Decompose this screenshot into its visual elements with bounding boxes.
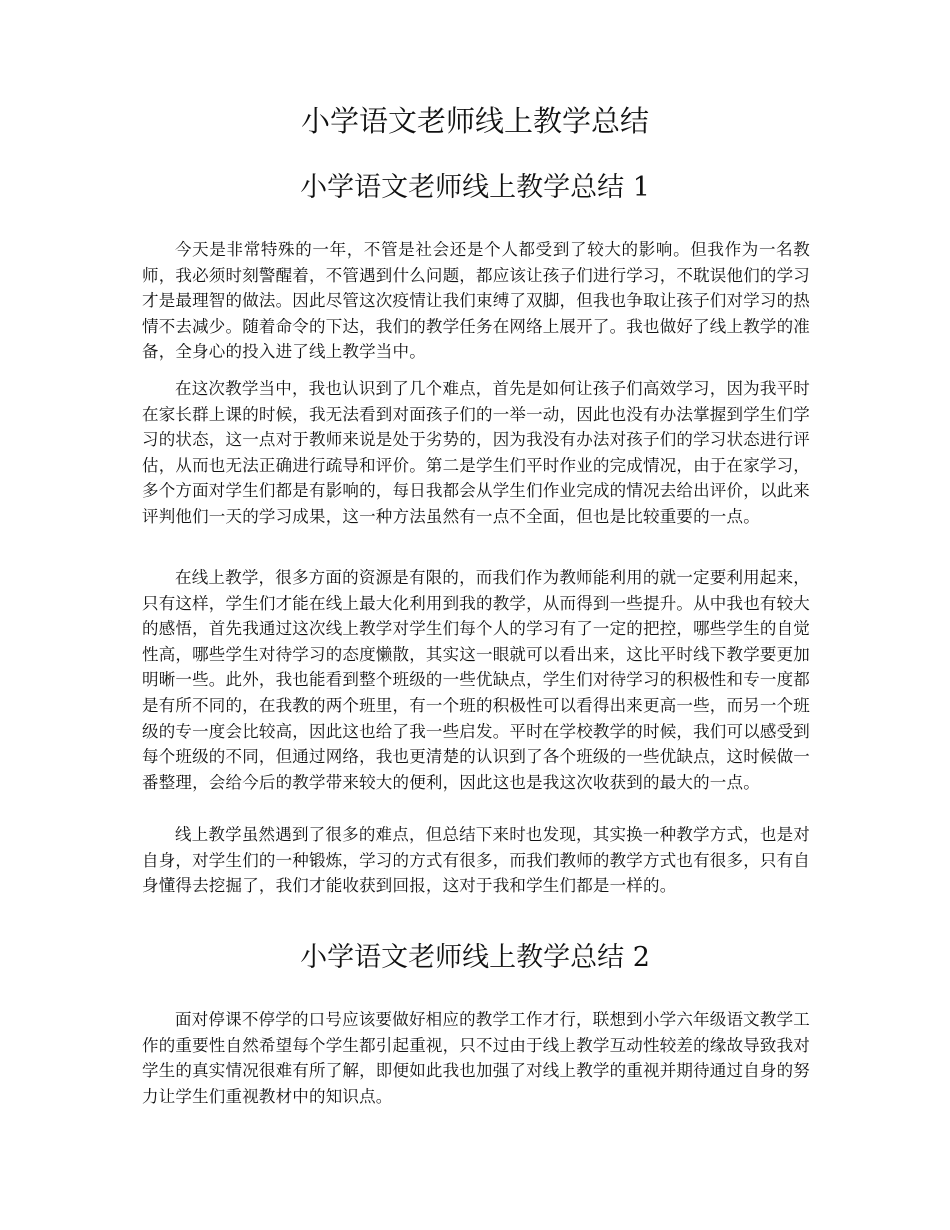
- section-1-paragraph-1: 今天是非常特殊的一年，不管是社会还是个人都受到了较大的影响。但我作为一名教师，我必须时刻警醒着，不管遇到什么问题，都应该让孩子们进行学习，不耽误他们的学习才是最理智的做法。因此尽管这次疫情让我们束缚了双脚，但我也争取让孩子们对学习的热情不去减少。随着命令的下达，我们的教学任务在网络上展开了。我也做好了线上教学的准备，全身心的投入进了线上教学当中。: [142, 240, 810, 362]
- document-title: 小学语文老师线上教学总结: [300, 104, 649, 138]
- section-1-heading: 小学语文老师线上教学总结 1: [300, 172, 650, 203]
- section-1-paragraph-4: 线上教学虽然遇到了很多的难点，但总结下来时也发现，其实换一种教学方式，也是对自身，对学生们的一种锻炼，学习的方式有很多，而我们教师的教学方式也有很多，只有自身懂得去挖掘了，我们才能收获到回报，这对于我和学生们都是一样的。: [142, 825, 810, 896]
- section-1-paragraph-3: 在线上教学，很多方面的资源是有限的，而我们作为教师能利用的就一定要利用起来，只有这样，学生们才能在线上最大化利用到我的教学，从而得到一些提升。从中我也有较大的感悟，首先我通过这次线上教学对学生们每个人的学习有了一定的把控，哪些学生的自觉性高，哪些学生对待学习的态度懒散，其实这一眼就可以看出来，这比平时线下教学要更加明晰一些。此外，我也能看到整个班级的一些优缺点，学生们对待学习的积极性和专一度都是有所不同的，在我教的两个班里，有一个班的积极性可以看得出来更高一些，而另一个班级的专一度会比较高，因此这也给了我一些启发。平时在学校教学的时候，我们可以感受到每个班级的不同，但通过网络，我也更清楚的认识到了各个班级的一些优缺点，这时候做一番整理，会给今后的教学带来较大的便利，因此这也是我这次收获到的最大的一点。: [142, 568, 810, 792]
- section-2-paragraph-1: 面对停课不停学的口号应该要做好相应的教学工作才行，联想到小学六年级语文教学工作的重要性自然希望每个学生都引起重视，只不过由于线上教学互动性较差的缘故导致我对学生的真实情况很难有所了解，即便如此我也加强了对线上教学的重视并期待通过自身的努力让学生们重视教材中的知识点。: [142, 1010, 810, 1106]
- section-1-paragraph-2: 在这次教学当中，我也认识到了几个难点，首先是如何让孩子们高效学习，因为我平时在家长群上课的时候，我无法看到对面孩子们的一举一动，因此也没有办法掌握到学生们学习的状态，这一点对于教师来说是处于劣势的，因为我没有办法对孩子们的学习状态进行评估，从而也无法正确进行疏导和评价。第二是学生们平时作业的完成情况，由于在家学习，多个方面对学生们都是有影响的，每日我都会从学生们作业完成的情况去给出评价，以此来评判他们一天的学习成果，这一种方法虽然有一点不全面，但也是比较重要的一点。: [142, 379, 810, 526]
- section-2-heading: 小学语文老师线上教学总结 2: [300, 942, 650, 973]
